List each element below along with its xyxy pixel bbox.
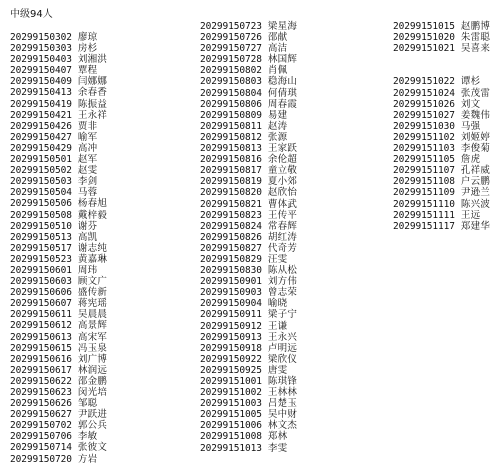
student-name: 吴晨晨 [77,309,108,321]
student-id: 20299150627 [10,409,72,421]
student-id: 20299150413 [10,87,72,99]
student-id: 20299150517 [10,242,72,254]
student-id: 20299151107 [393,165,455,177]
student-name: 戴梓毅 [77,209,108,221]
list-item [10,132,107,143]
student-name: 吴喜来 [460,43,491,55]
list-item [10,198,107,209]
student-id: 20299150817 [200,165,262,177]
student-name: 陈从松 [267,265,298,277]
student-name: 闵光培 [77,387,108,398]
student-name: 余伦超 [267,154,298,166]
list-item [200,110,297,121]
student-id: 20299150510 [10,220,72,232]
list-item [393,165,490,176]
student-id: 20299151111 [393,209,455,221]
student-name: 张茂雷 [460,87,491,99]
list-item [10,143,107,154]
student-id: 20299150809 [200,109,262,121]
student-name: 张源 [267,131,288,143]
student-id: 20299150615 [10,342,72,354]
list-item [200,332,297,343]
student-name: 高景辉 [77,320,108,332]
student-id: 20299150429 [10,142,72,154]
list-item [393,110,490,121]
student-name: 黄嘉琳 [77,253,108,265]
student-id: 20299151027 [393,109,455,121]
student-id: 20299150827 [200,242,262,254]
list-item [10,298,107,309]
student-id: 20299150503 [10,176,72,188]
student-name: 朱雷聪 [460,32,491,44]
student-name: 马蓉 [77,187,98,199]
list-item [393,121,490,132]
list-item [200,176,297,187]
list-item [200,443,297,454]
list-item [393,76,490,87]
student-name: 杨春旭 [77,198,108,210]
student-id: 20299150419 [10,98,72,110]
student-id: 20299151001 [200,376,262,387]
list-item [200,287,297,298]
student-id: 20299150912 [200,320,262,332]
list-item [200,376,297,387]
name-list-column-1 [10,32,107,465]
student-name: 高凯 [77,231,98,243]
student-name: 胡红涛 [267,231,298,243]
student-name: 梁子宁 [267,309,298,321]
student-id: 20299150611 [10,309,72,321]
list-item [10,387,107,398]
student-name: 王永祥 [77,109,108,121]
list-item [200,221,297,232]
student-id: 20299150409 [10,76,72,88]
student-id: 20299150821 [200,198,262,210]
student-name: 贾非 [77,120,98,132]
student-name: 邵金鹏 [77,375,108,387]
list-item [200,32,297,43]
student-name: 姜魏伟 [460,109,491,121]
student-id: 20299150303 [10,43,72,55]
list-item [10,187,107,198]
list-item [393,187,490,198]
student-name: 曾志荣 [267,287,298,299]
student-name: 林润远 [77,364,108,376]
list-item [200,88,297,99]
student-id: 20299150523 [10,253,72,265]
student-name: 谭杉 [460,76,481,88]
student-id: 20299150812 [200,131,262,143]
student-name: 蒋宪瑶 [77,298,108,310]
student-name: 孔祥威 [460,165,491,177]
list-item [10,221,107,232]
student-name: 梁星海 [267,21,298,32]
student-name: 夏小郊 [267,176,298,188]
student-name: 房杉 [77,43,98,55]
list-item [393,154,490,165]
student-id: 20299150603 [10,276,72,288]
list-item [10,265,107,276]
student-name: 谢志纯 [77,242,108,254]
list-item [10,332,107,343]
list-item [200,76,297,87]
student-name: 邵献 [267,32,288,44]
student-id: 20299150901 [200,276,262,288]
student-name: 余春香 [77,87,108,99]
student-id: 20299150302 [10,32,72,43]
student-id: 20299150830 [200,265,262,277]
list-item [393,210,490,221]
list-item-blank [393,54,490,65]
student-id: 20299151105 [393,154,455,166]
student-id: 20299150726 [200,32,262,44]
student-name: 常春辉 [267,220,298,232]
list-item [393,32,490,43]
student-id: 20299150903 [200,287,262,299]
student-name: 吴中财 [267,409,298,421]
list-item [10,442,107,453]
student-id: 20299150913 [200,331,262,343]
list-item [10,420,107,431]
student-id: 20299151015 [393,21,455,32]
student-name: 李敏 [77,431,98,443]
student-name: 高冲 [77,142,98,154]
list-item [10,65,107,76]
student-name: 覃程 [77,65,98,77]
list-item [10,43,107,54]
list-item [200,65,297,76]
list-item [200,210,297,221]
student-name: 肖佩 [267,65,288,77]
student-id: 20299150803 [200,76,262,88]
student-id: 20299150426 [10,120,72,132]
student-id: 20299150728 [200,54,262,66]
student-id: 20299150508 [10,209,72,221]
student-id: 20299150506 [10,198,72,210]
list-item [200,254,297,265]
student-id: 20299150816 [200,154,262,166]
list-item [200,143,297,154]
student-name: 刘湘洪 [77,54,108,66]
student-id: 20299150811 [200,120,262,132]
list-item [200,398,297,409]
student-id: 20299150829 [200,253,262,265]
student-id: 20299151109 [393,187,455,199]
student-name: 林国辉 [267,54,298,66]
list-item [393,43,490,54]
list-item [10,210,107,221]
student-name: 童立敬 [267,165,298,177]
student-id: 20299151003 [200,398,262,410]
name-list-column-3 [393,21,490,232]
student-name: 户云鹏 [460,176,491,188]
student-name: 代奇芳 [267,242,298,254]
list-item [200,387,297,398]
student-name: 赵军 [77,154,98,166]
list-item [10,232,107,243]
student-id: 20299150702 [10,420,72,432]
student-id: 20299150421 [10,109,72,121]
list-item [200,121,297,132]
student-name: 詹虎 [460,154,481,166]
student-name: 王永兴 [267,331,298,343]
page-title: 中级94人 [10,9,53,20]
student-name: 李剑 [77,176,98,188]
student-id: 20299150601 [10,264,72,276]
list-item [393,132,490,143]
list-item [200,154,297,165]
student-name: 王家跃 [267,143,298,155]
list-item [10,376,107,387]
student-id: 20299151022 [393,76,455,88]
student-name: 赵欣怡 [267,187,298,199]
list-item [10,409,107,420]
list-item [200,54,297,65]
student-name: 林文杰 [267,420,298,432]
list-item [10,243,107,254]
list-item [10,320,107,331]
student-name: 刘方伟 [267,276,298,288]
student-name: 李雯 [267,442,288,454]
student-id: 20299151103 [393,143,455,155]
student-name: 张彼文 [77,442,108,454]
student-id: 20299150616 [10,353,72,365]
student-id: 20299150502 [10,165,72,177]
student-name: 赵涛 [267,120,288,132]
student-name: 唐雯 [267,364,288,376]
list-item-blank [393,65,490,76]
student-id: 20299151020 [393,32,455,44]
student-name: 吕楚玉 [267,398,298,410]
student-id: 20299150504 [10,187,72,199]
student-id: 20299150806 [200,98,262,110]
list-item [200,232,297,243]
list-item [200,309,297,320]
list-item [200,343,297,354]
student-name: 梁欣仪 [267,353,298,365]
list-item [200,354,297,365]
student-name: 刘姬婷 [460,131,491,143]
student-name: 尹逊兰 [460,187,491,199]
student-name: 王传平 [267,209,298,221]
student-name: 王林林 [267,387,298,399]
list-item [10,365,107,376]
list-item [10,398,107,409]
list-item [10,454,107,465]
list-item [393,99,490,110]
list-item [10,431,107,442]
student-name: 马强 [460,120,481,132]
list-item [10,32,107,43]
student-id: 20299151006 [200,420,262,432]
student-id: 20299151110 [393,198,455,210]
student-id: 20299150918 [200,342,262,354]
list-item [10,99,107,110]
list-item [200,199,297,210]
student-id: 20299150606 [10,287,72,299]
student-id: 20299150617 [10,364,72,376]
student-id: 20299150826 [200,231,262,243]
student-name: 郑建华 [460,220,491,232]
student-name: 谢芬 [77,220,98,232]
student-id: 20299151108 [393,176,455,188]
list-item [10,276,107,287]
list-item [10,154,107,165]
student-id: 20299150804 [200,87,262,99]
student-id: 20299151026 [393,98,455,110]
student-name: 邹聪 [77,398,98,410]
student-id: 20299150824 [200,220,262,232]
list-item [393,221,490,232]
list-item [10,287,107,298]
student-name: 刘文 [460,98,481,110]
student-name: 王谦 [267,320,288,332]
student-id: 20299150403 [10,54,72,66]
student-name: 刘广博 [77,353,108,365]
list-item [200,165,297,176]
list-item [10,76,107,87]
list-item [200,276,297,287]
student-id: 20299151008 [200,431,262,443]
student-id: 20299150823 [200,209,262,221]
list-item [200,409,297,420]
list-item [10,121,107,132]
student-id: 20299150613 [10,331,72,343]
student-name: 周玮 [77,264,98,276]
student-name: 陈振益 [77,98,108,110]
student-id: 20299151030 [393,120,455,132]
list-item [10,254,107,265]
student-id: 20299150513 [10,231,72,243]
student-id: 20299151024 [393,87,455,99]
student-name: 尹跃进 [77,409,108,421]
student-name: 何倩琪 [267,87,298,99]
student-name: 冯玉泉 [77,342,108,354]
student-name: 易建 [267,109,288,121]
list-item [10,176,107,187]
student-id: 20299150723 [200,21,262,32]
list-item [393,21,490,32]
list-item [393,88,490,99]
student-name: 高洁 [267,43,288,55]
list-item [393,199,490,210]
student-name: 喻军 [77,131,98,143]
student-id: 20299150819 [200,176,262,188]
list-item [10,309,107,320]
student-id: 20299150622 [10,375,72,387]
list-item [200,43,297,54]
student-name: 喻晓 [267,298,288,310]
student-id: 20299151117 [393,220,455,232]
student-id: 20299150922 [200,353,262,365]
student-name: 郭公兵 [77,420,108,432]
list-item [200,265,297,276]
list-item [393,143,490,154]
student-id: 20299150904 [200,298,262,310]
list-item [200,298,297,309]
list-item [10,354,107,365]
student-id: 20299151102 [393,131,455,143]
student-name: 李俊菊 [460,143,491,155]
student-id: 20299150727 [200,43,262,55]
student-id: 20299151021 [393,43,455,55]
student-id: 20299151002 [200,387,262,399]
list-item [10,87,107,98]
student-id: 20299151005 [200,409,262,421]
list-item [200,321,297,332]
list-item [10,343,107,354]
student-name: 曹体武 [267,198,298,210]
student-name: 高宋军 [77,331,108,343]
student-name: 郑林 [267,431,288,443]
student-name: 赵鹏博 [460,21,491,32]
student-id: 20299150802 [200,65,262,77]
student-id: 20299150911 [200,309,262,321]
list-item [200,132,297,143]
student-id: 20299150820 [200,187,262,199]
list-item [200,187,297,198]
list-item [200,99,297,110]
student-id: 20299150407 [10,65,72,77]
list-item [200,21,297,32]
list-item [10,54,107,65]
student-id: 20299150706 [10,431,72,443]
student-id: 20299150626 [10,398,72,410]
list-item [200,243,297,254]
student-id: 20299150427 [10,131,72,143]
student-id: 20299150612 [10,320,72,332]
student-name: 方岩 [77,453,98,465]
student-name: 陈琪锋 [267,376,298,387]
list-item [393,176,490,187]
student-id: 20299150714 [10,442,72,454]
list-item [10,110,107,121]
name-list-column-2 [200,21,297,454]
student-id: 20299150607 [10,298,72,310]
student-name: 卢明远 [267,342,298,354]
student-name: 陈兴波 [460,198,491,210]
student-name: 王远 [460,209,481,221]
student-name: 盛传新 [77,287,108,299]
student-name: 赵雯 [77,165,98,177]
student-id: 20299150501 [10,154,72,166]
student-id: 20299150813 [200,143,262,155]
student-name: 周春霞 [267,98,298,110]
list-item [200,365,297,376]
student-name: 汪雯 [267,253,288,265]
list-item [10,165,107,176]
student-name: 顾文广 [77,276,108,288]
student-name: 廖琼 [77,32,98,43]
student-id: 20299151013 [200,442,262,454]
student-id: 20299150925 [200,364,262,376]
student-id: 20299150720 [10,453,72,465]
student-id: 20299150623 [10,387,72,398]
student-name: 稳海山 [267,76,298,88]
student-name: 闫娜娜 [77,76,108,88]
list-item [200,431,297,442]
list-item [200,420,297,431]
